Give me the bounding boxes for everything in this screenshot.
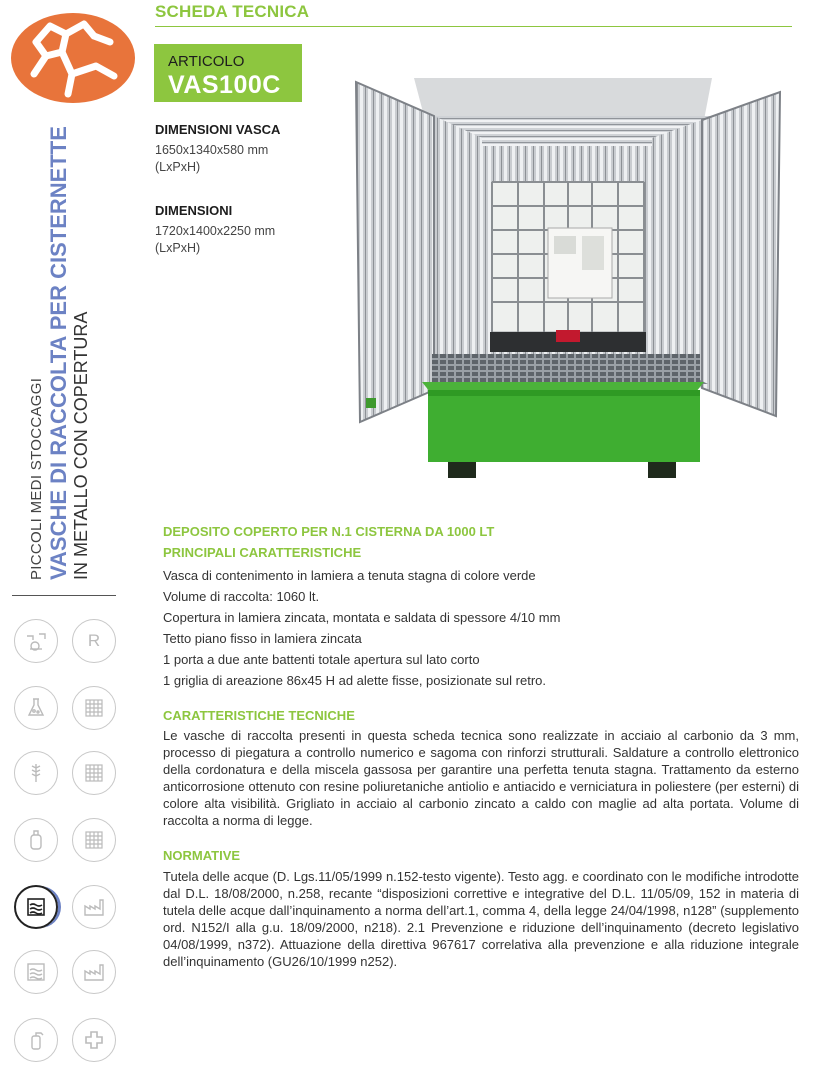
header-divider xyxy=(155,26,792,27)
grid-drop-icon-3 xyxy=(72,818,116,862)
overall-dimensions-unit: (LxPxH) xyxy=(155,241,201,255)
list-item: Tetto piano fisso in lamiera zincata xyxy=(163,631,362,646)
grid-drop-icon-2 xyxy=(72,751,116,795)
tank-dimensions-unit: (LxPxH) xyxy=(155,160,201,174)
norms-paragraph: Tutela delle acque (D. Lgs.11/05/1999 n.152-testo vigente). Testo agg. e coordinato con le modifiche introdotte dal D.L. 18/08/2000, n.258, recante “disposizioni correttive e integrative del D.L. 11/05/09, 152 in materia di tutela delle acque dall’inquinamento a norma dell’art.1, comma 4, della legge 24/04/1998, n128” (supplemento ord. N152/I alla g.u. 18/09/2000, n218). 2.1 Prevenzione e riduzione dell’inquinamento (decreto legislativo 04/08/1999, n372). Attuazione della direttiva 967617 correlativa alla prevenzione e alla riduzione integrale dell’inquinamento (GU26/10/1999 n252). xyxy=(163,869,799,969)
corrosive-icon xyxy=(14,619,58,663)
article-code: VAS100C xyxy=(168,71,281,99)
page-title: SCHEDA TECNICA xyxy=(155,2,310,21)
chemical-flask-icon xyxy=(14,686,58,730)
water-icon xyxy=(14,885,58,929)
list-item: Copertura in lamiera zincata, montata e saldata di spessore 4/10 mm xyxy=(163,610,561,625)
tech-title: CARATTERISTICHE TECNICHE xyxy=(163,708,355,723)
agriculture-icon xyxy=(14,751,58,795)
product-image xyxy=(352,78,784,480)
overall-dimensions-value: 1720x1400x2250 mm xyxy=(155,224,276,238)
sidebar-divider xyxy=(12,595,116,596)
features-title: PRINCIPALI CARATTERISTICHE xyxy=(163,545,362,560)
tank-dimensions-label: DIMENSIONI VASCA xyxy=(155,122,281,137)
grid-drop-icon xyxy=(72,686,116,730)
norms-title: NORMATIVE xyxy=(163,848,241,863)
factory-icon-2 xyxy=(72,950,116,994)
fire-extinguisher-icon xyxy=(14,1018,58,1062)
gas-cylinder-icon xyxy=(14,818,58,862)
article-badge xyxy=(154,44,302,102)
list-item: Volume di raccolta: 1060 lt. xyxy=(163,589,320,604)
list-item: 1 griglia di areazione 86x45 H ad alette fisse, posizionate sul retro. xyxy=(163,673,546,688)
brand-logo xyxy=(10,12,136,104)
list-item: 1 porta a due ante battenti totale apertura sul lato corto xyxy=(163,652,480,667)
tech-paragraph: Le vasche di raccolta presenti in questa scheda tecnica sono realizzate in acciaio al carbonio da 3 mm, processo di piegatura a controllo numerico e sagoma con rinforzi strutturali. Saldature a controllo elettronico della cordonatura e della miscela gassosa per garantire una perfetta tenuta stagna. Trattamento da esterno anticorrosione ottenuto con resine poliuretaniche antiolio e antiacido e verniciatura in poliestere (per esterni) di colore alta visibilità. Grigliato in acciaio al carbonio zincato a caldo con maglie ad alta portata. Volume di raccolta a norma di legge. xyxy=(163,728,799,828)
vertical-title xyxy=(26,126,92,580)
tank-dimensions-value: 1650x1340x580 mm xyxy=(155,143,269,157)
water-faded-icon xyxy=(14,950,58,994)
first-aid-icon xyxy=(72,1018,116,1062)
vertical-tagline: IN METALLO CON COPERTURA xyxy=(71,311,91,580)
factory-icon xyxy=(72,885,116,929)
vertical-main-title: VASCHE DI RACCOLTA PER CISTERNETTE xyxy=(46,126,71,580)
deposit-title: DEPOSITO COPERTO PER N.1 CISTERNA DA 1000 LT xyxy=(163,524,495,539)
overall-dimensions-label: DIMENSIONI xyxy=(155,203,233,218)
list-item: Vasca di contenimento in lamiera a tenuta stagna di colore verde xyxy=(163,568,536,583)
r-symbol-icon: R xyxy=(72,619,116,663)
vertical-subtitle: PICCOLI MEDI STOCCAGGI xyxy=(28,377,45,580)
article-label: ARTICOLO xyxy=(168,53,245,70)
